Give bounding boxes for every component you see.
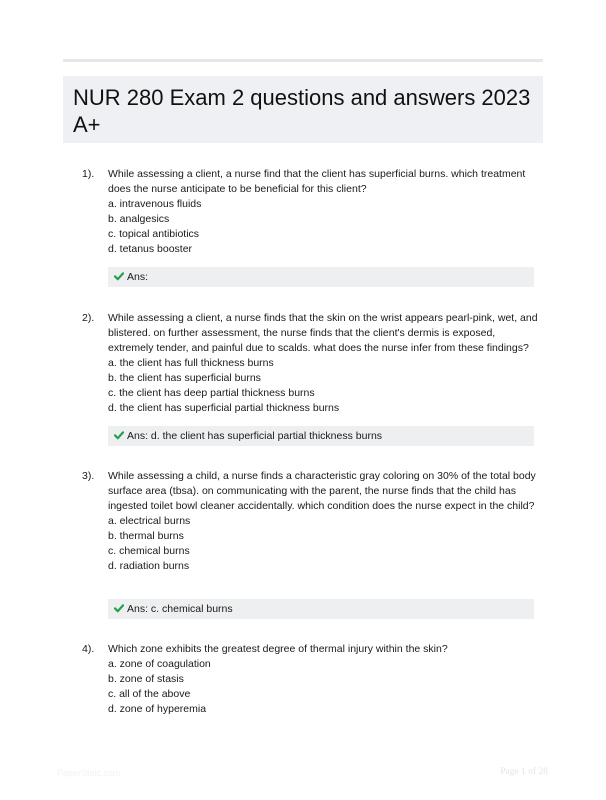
option-c: c. the client has deep partial thickness burns bbox=[108, 387, 315, 399]
answer-text: Ans: bbox=[127, 271, 149, 283]
option-d: d. the client has superficial partial thickness burns bbox=[108, 402, 340, 414]
question-body bbox=[108, 642, 538, 717]
question-number: 2). bbox=[82, 312, 95, 324]
document-title: NUR 280 Exam 2 questions and answers 2023 A+ bbox=[73, 85, 531, 137]
question-body bbox=[108, 311, 538, 416]
option-d: d. radiation burns bbox=[108, 560, 190, 572]
question-number: 3). bbox=[82, 470, 95, 482]
option-list bbox=[108, 657, 538, 717]
answer-box bbox=[108, 599, 534, 619]
question-text: While assessing a client, a nurse finds that the skin on the wrist appears pearl-pink, wet, and blistered. on further assessment, the nurse finds that the client's dermis is exposed, extremely tender, and painful due to scalds. what does the nurse infer from these findings? bbox=[108, 312, 538, 354]
answer-box bbox=[108, 426, 534, 446]
option-b: b. analgesics bbox=[108, 213, 170, 225]
answer-text: Ans: c. chemical burns bbox=[127, 603, 233, 615]
option-a: a. intravenous fluids bbox=[108, 198, 202, 210]
question-text: While assessing a child, a nurse finds a characteristic gray coloring on 30% of the total body surface area (tbsa). on communicating with the parent, the nurse finds that the child has ingested toilet bowl cleaner accidentally. which condition does the nurse expect in the child? bbox=[108, 470, 536, 512]
option-b: b. the client has superficial burns bbox=[108, 372, 261, 384]
option-a: a. electrical burns bbox=[108, 515, 191, 527]
question-text: Which zone exhibits the greatest degree of thermal injury within the skin? bbox=[108, 643, 448, 655]
title-banner bbox=[63, 76, 543, 143]
option-b: b. thermal burns bbox=[108, 530, 184, 542]
option-a: a. zone of coagulation bbox=[108, 658, 211, 670]
question-number: 1). bbox=[82, 168, 95, 180]
option-d: d. zone of hyperemia bbox=[108, 703, 207, 715]
question-body bbox=[108, 167, 538, 257]
top-divider bbox=[63, 59, 543, 62]
option-c: c. all of the above bbox=[108, 688, 191, 700]
check-icon bbox=[114, 603, 124, 613]
option-list bbox=[108, 197, 538, 257]
answer-text: Ans: d. the client has superficial partial thickness burns bbox=[127, 430, 383, 442]
option-b: b. zone of stasis bbox=[108, 673, 184, 685]
option-c: c. chemical burns bbox=[108, 545, 190, 557]
option-c: c. topical antibiotics bbox=[108, 228, 200, 240]
question-text: While assessing a client, a nurse find that the client has superficial burns. which treatment does the nurse anticipate to be beneficial for this client? bbox=[108, 168, 526, 195]
option-a: a. the client has full thickness burns bbox=[108, 357, 274, 369]
check-icon bbox=[114, 430, 124, 440]
option-list bbox=[108, 356, 538, 416]
option-list bbox=[108, 514, 538, 574]
question-body bbox=[108, 469, 538, 574]
question-number: 4). bbox=[82, 643, 95, 655]
footer-watermark: PaperStoic.com bbox=[57, 768, 121, 778]
page-number: Page 1 of 28 bbox=[500, 767, 548, 777]
answer-box bbox=[108, 267, 534, 287]
check-icon bbox=[114, 271, 124, 281]
option-d: d. tetanus booster bbox=[108, 243, 193, 255]
